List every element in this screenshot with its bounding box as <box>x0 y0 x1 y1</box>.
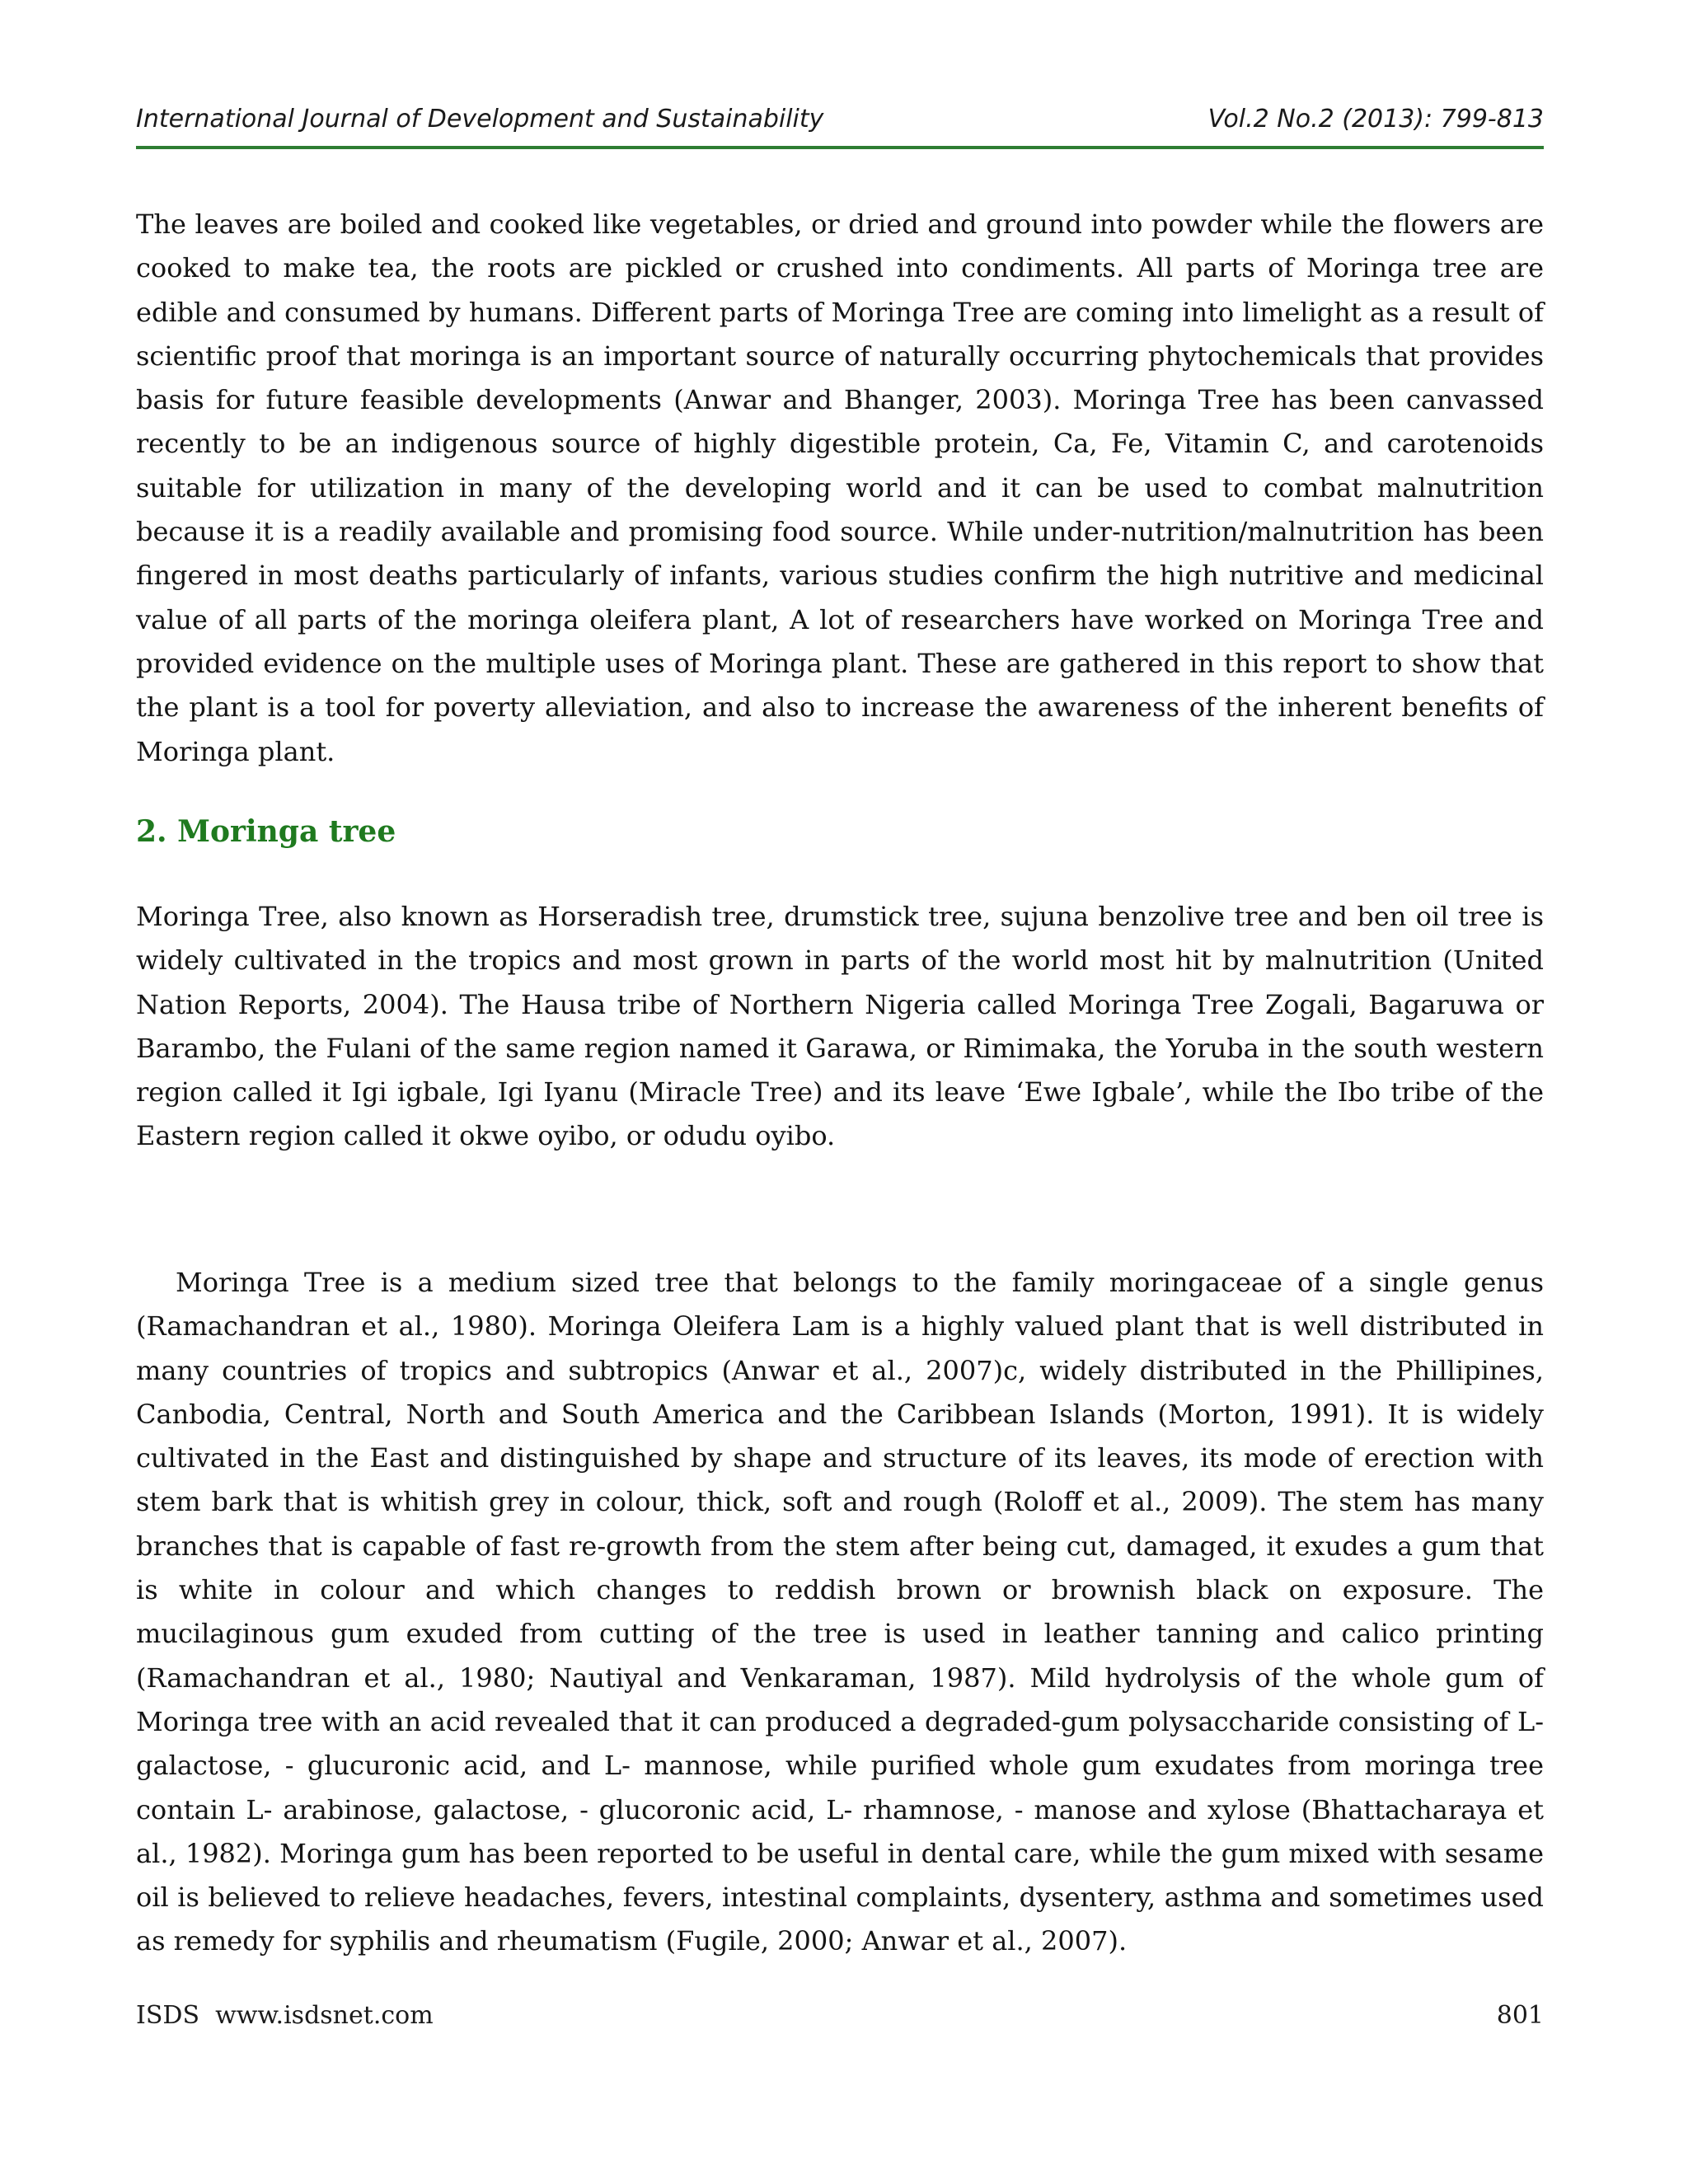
intro-paragraph: The leaves are boiled and cooked like vegetables, or dried and ground into powder while the flowers are cooked to make tea, the roots are pickled or crushed into condiments. All parts of Moringa tree are edible and consumed by humans. Different parts of Moringa Tree are coming into limelight as a result of scientific proof that moringa is an important source of naturally occurring phytochemicals that provides basis for future feasible developments (Anwar and Bhanger, 2003). Moringa Tree has been canvassed recently to be an indigenous source of highly digestible protein, Ca, Fe, Vitamin C, and carotenoids suitable for utilization in many of the developing world and it can be used to combat malnutrition because it is a readily available and promising food source. While under-nutrition/malnutrition has been fingered in most deaths particularly of infants, various studies confirm the high nutritive and medicinal value of all parts of the moringa oleifera plant, A lot of researchers have worked on Moringa Tree and provided evidence on the multiple uses of Moringa plant. These are gathered in this report to show that the plant is a tool for poverty alleviation, and also to increase the awareness of the inherent benefits of Moringa plant. <box>136 209 1544 767</box>
running-header <box>136 96 1544 149</box>
section-paragraph-1: Moringa Tree, also known as Horseradish tree, drumstick tree, sujuna benzolive tree and ben oil tree is widely cultivated in the tropics and most grown in parts of the world most hit by malnutrition (United Nation Reports, 2004). The Hausa tribe of Northern Nigeria called Moringa Tree Zogali, Bagaruwa or Barambo, the Fulani of the same region named it Garawa, or Rimimaka, the Yoruba in the south western region called it Igi igbale, Igi Iyanu (Miracle Tree) and its leave ‘Ewe Igbale’, while the Ibo tribe of the Eastern region called it okwe oyibo, or odudu oyibo. <box>136 901 1544 1152</box>
section-paragraph-2: Moringa Tree is a medium sized tree that belongs to the family moringaceae of a single genus (Ramachandran et al., 1980). Moringa Oleifera Lam is a highly valued plant that is well distributed in many countries of tropics and subtropics (Anwar et al., 2007)c, widely distributed in the Phillipines, Canbodia, Central, North and South America and the Caribbean Islands (Morton, 1991). It is widely cultivated in the East and distinguished by shape and structure of its leaves, its mode of erection with stem bark that is whitish grey in colour, thick, soft and rough (Roloff et al., 2009). The stem has many branches that is capable of fast re-growth from the stem after being cut, damaged, it exudes a gum that is white in colour and which changes to reddish brown or brownish black on exposure. The mucilaginous gum exuded from cutting of the tree is used in leather tanning and calico printing (Ramachandran et al., 1980; Nautiyal and Venkaraman, 1987). Mild hydrolysis of the whole gum of Moringa tree with an acid revealed that it can produced a degraded-gum polysaccharide consisting of L- galactose, - glucuronic acid, and L- mannose, while purified whole gum exudates from moringa tree contain L- arabinose, galactose, - glucoronic acid, L- rhamnose, - manose and xylose (Bhattacharaya et al., 1982). Moringa gum has been reported to be useful in dental care, while the gum mixed with sesame oil is believed to relieve headaches, fevers, intestinal complaints, dysentery, asthma and sometimes used as remedy for syphilis and rheumatism (Fugile, 2000; Anwar et al., 2007). <box>136 1267 1544 1957</box>
journal-name: International Journal of Development and Sustainability <box>136 105 824 134</box>
section-heading: 2. Moringa tree <box>136 814 396 849</box>
publisher-website: ISDS www.isdsnet.com <box>136 2001 434 2030</box>
page-number: 801 <box>1496 2001 1544 2030</box>
running-footer <box>136 2001 1544 2041</box>
volume-info: Vol.2 No.2 (2013): 799-813 <box>1207 105 1544 134</box>
journal-page <box>136 91 1544 2135</box>
